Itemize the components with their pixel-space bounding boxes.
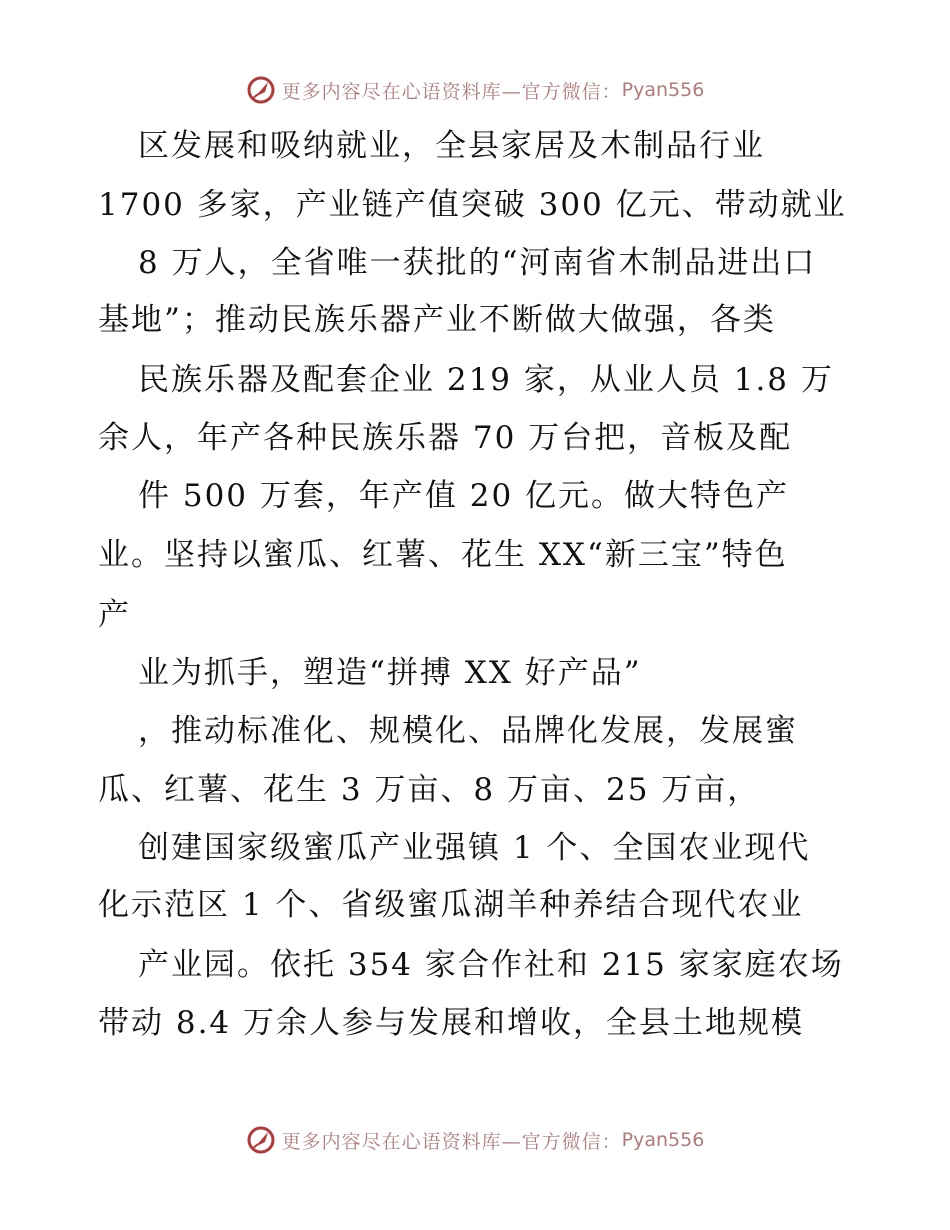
body-line: 基地”；推动民族乐器产业不断做大做强，各类 [98,302,776,338]
body-line: 件 500 万套，年产值 20 亿元。做大特色产 [138,478,790,514]
body-line: 业。坚持以蜜瓜、红薯、花生 XX“新三宝”特色 [98,537,788,573]
watermark-footer [0,1120,950,1160]
body-line: 业为抓手，塑造“拼搏 XX 好产品” [138,655,642,691]
watermark-text: 更多内容尽在心语资料库—官方微信： [281,1130,622,1153]
watermark-header [0,70,950,110]
quill-logo-icon [246,1125,276,1155]
body-line: 化示范区 1 个、省级蜜瓜湖羊种养结合现代农业 [98,887,804,923]
quill-logo-icon [246,75,276,105]
body-line: 余人，年产各种民族乐器 70 万台把，音板及配 [98,420,793,456]
body-line: 区发展和吸纳就业，全县家居及木制品行业 [138,128,765,164]
body-line: 创建国家级蜜瓜产业强镇 1 个、全国农业现代 [138,830,811,866]
watermark-text: 更多内容尽在心语资料库—官方微信： [281,80,622,103]
body-line: 瓜、红薯、花生 3 万亩、8 万亩、25 万亩， [98,772,761,808]
body-line: 产业园。依托 354 家合作社和 215 家家庭农场 [138,947,844,983]
watermark-wechat-id: Pyan556 [621,1129,705,1151]
watermark-wechat-id: Pyan556 [621,79,705,101]
body-line: 民族乐器及配套企业 219 家，从业人员 1.8 万 [138,362,834,398]
body-line: 8 万人，全省唯一获批的“河南省木制品进出口 [138,245,817,281]
body-line: ，推动标准化、规模化、品牌化发展，发展蜜 [138,713,798,749]
body-line: 带动 8.4 万余人参与发展和增收，全县土地规模 [98,1005,805,1041]
body-line: 产 [98,597,131,633]
body-line: 1700 多家，产业链产值突破 300 亿元、带动就业 [98,187,847,223]
